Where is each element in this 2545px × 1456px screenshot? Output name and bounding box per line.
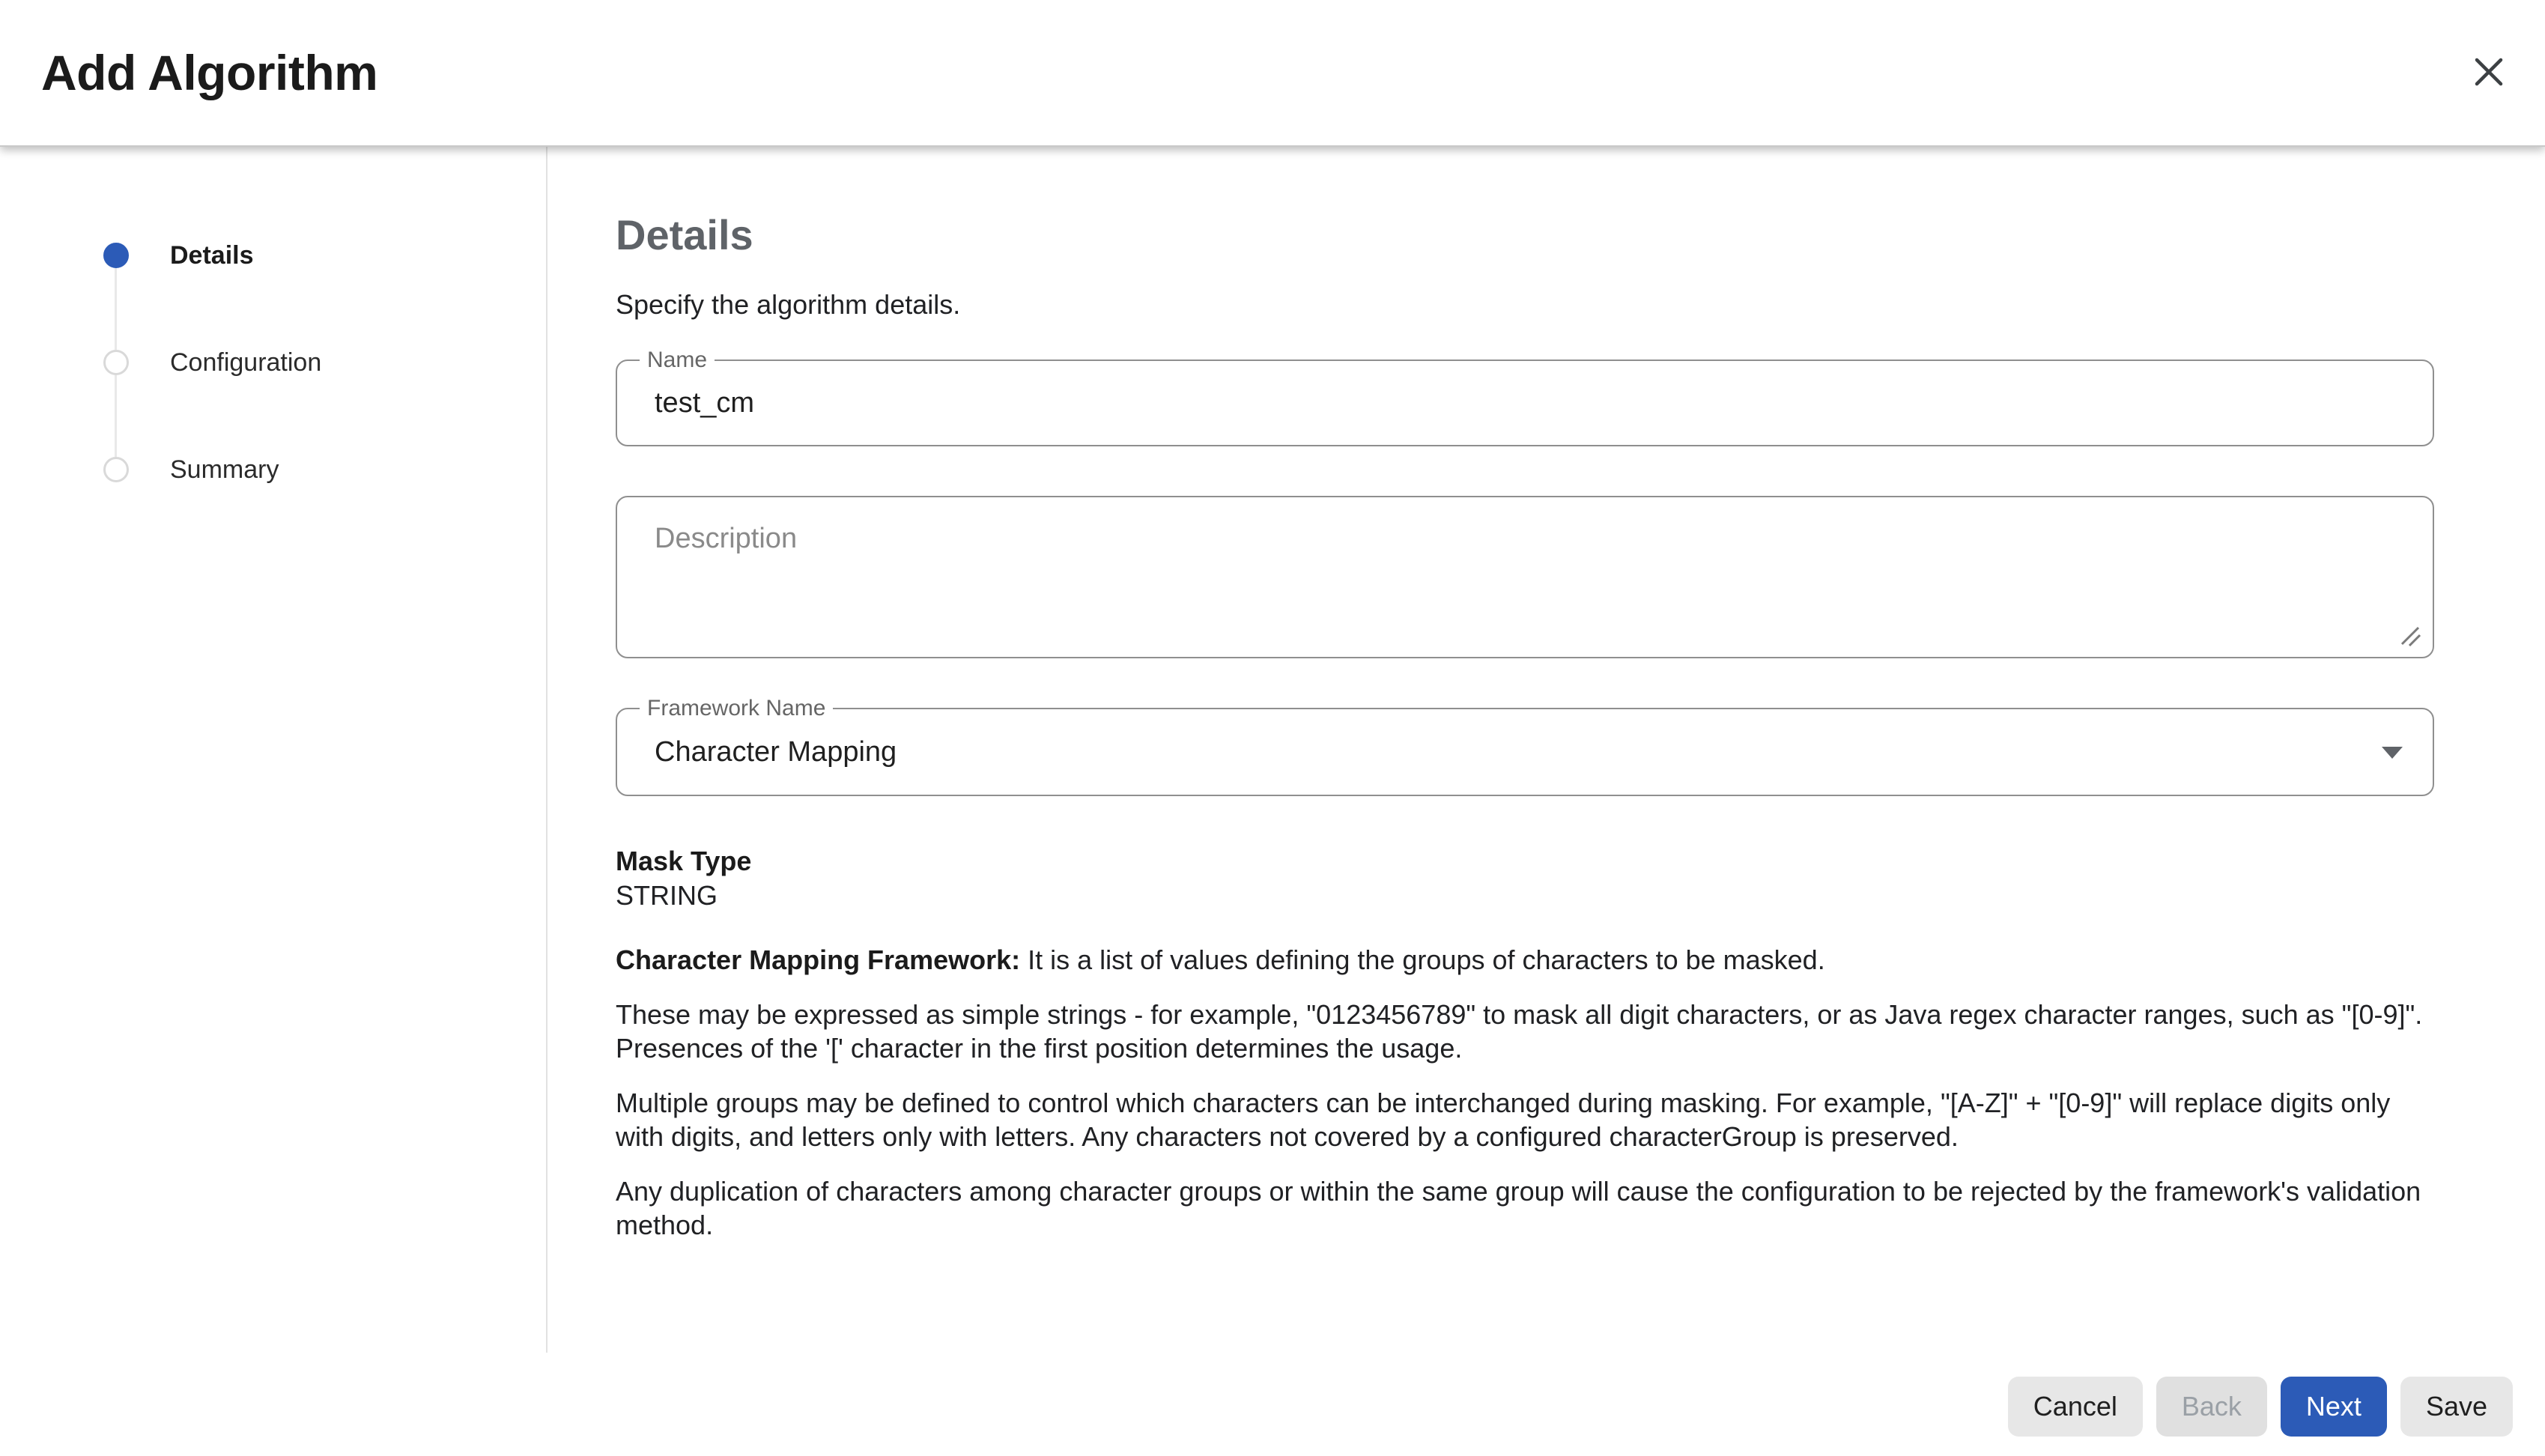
framework-groups-paragraph: Multiple groups may be defined to control which characters can be interchanged during masking. For example, "[A-Z]" + "[0-9]" will replace digits only with digits, and letters only with letters. Any characters not covered by a configured characterGroup is preserved. bbox=[616, 1088, 2391, 1152]
stepper-sidebar bbox=[0, 147, 547, 1353]
close-icon bbox=[2472, 55, 2506, 91]
stepper-item-summary[interactable]: Summary bbox=[170, 455, 279, 484]
back-button: Back bbox=[2156, 1377, 2267, 1437]
stepper-item-configuration[interactable]: Configuration bbox=[170, 348, 322, 377]
step-details-dot bbox=[103, 243, 129, 268]
description-field-container bbox=[616, 496, 2434, 658]
next-button[interactable]: Next bbox=[2281, 1377, 2387, 1437]
caret-down-icon bbox=[2382, 747, 2403, 759]
resize-handle-icon[interactable] bbox=[2400, 625, 2422, 648]
page-subtitle: Specify the algorithm details. bbox=[616, 289, 961, 320]
framework-validation-paragraph: Any duplication of characters among character groups or within the same group will cause the configuration to be rejected by the framework's validation method. bbox=[616, 1176, 2421, 1240]
stepper-item-details[interactable]: Details bbox=[170, 241, 254, 270]
dialog-header bbox=[0, 0, 2545, 147]
step-configuration-dot bbox=[103, 350, 129, 375]
framework-description-lead: Character Mapping Framework: bbox=[616, 944, 1021, 975]
framework-usage-paragraph: These may be expressed as simple strings - for example, "0123456789" to mask all digit characters, or as Java regex character ranges, such as "[0-9]". Presences of the '[' character in the first position determines the usage. bbox=[616, 999, 2423, 1064]
mask-type-value: STRING bbox=[616, 880, 718, 911]
description-textarea[interactable] bbox=[617, 497, 2433, 657]
cancel-button[interactable]: Cancel bbox=[2008, 1377, 2143, 1437]
dialog-footer bbox=[0, 1353, 2545, 1456]
mask-type-label: Mask Type bbox=[616, 846, 752, 876]
name-field-container bbox=[616, 348, 2434, 446]
step-summary-dot bbox=[103, 457, 129, 482]
page-title: Details bbox=[616, 211, 753, 258]
name-field-label: Name bbox=[640, 347, 715, 374]
close-button[interactable] bbox=[2465, 49, 2513, 97]
details-panel bbox=[547, 147, 2545, 1353]
dialog-title: Add Algorithm bbox=[41, 45, 378, 100]
framework-select-value: Character Mapping bbox=[655, 736, 897, 768]
framework-select-label: Framework Name bbox=[640, 695, 833, 722]
framework-select[interactable] bbox=[616, 696, 2434, 796]
framework-description-paragraph: Character Mapping Framework: It is a list of values defining the groups of characters to be masked. bbox=[616, 944, 1825, 975]
name-input[interactable] bbox=[617, 361, 2433, 445]
save-button[interactable]: Save bbox=[2400, 1377, 2513, 1437]
dialog-body bbox=[0, 147, 2545, 1353]
